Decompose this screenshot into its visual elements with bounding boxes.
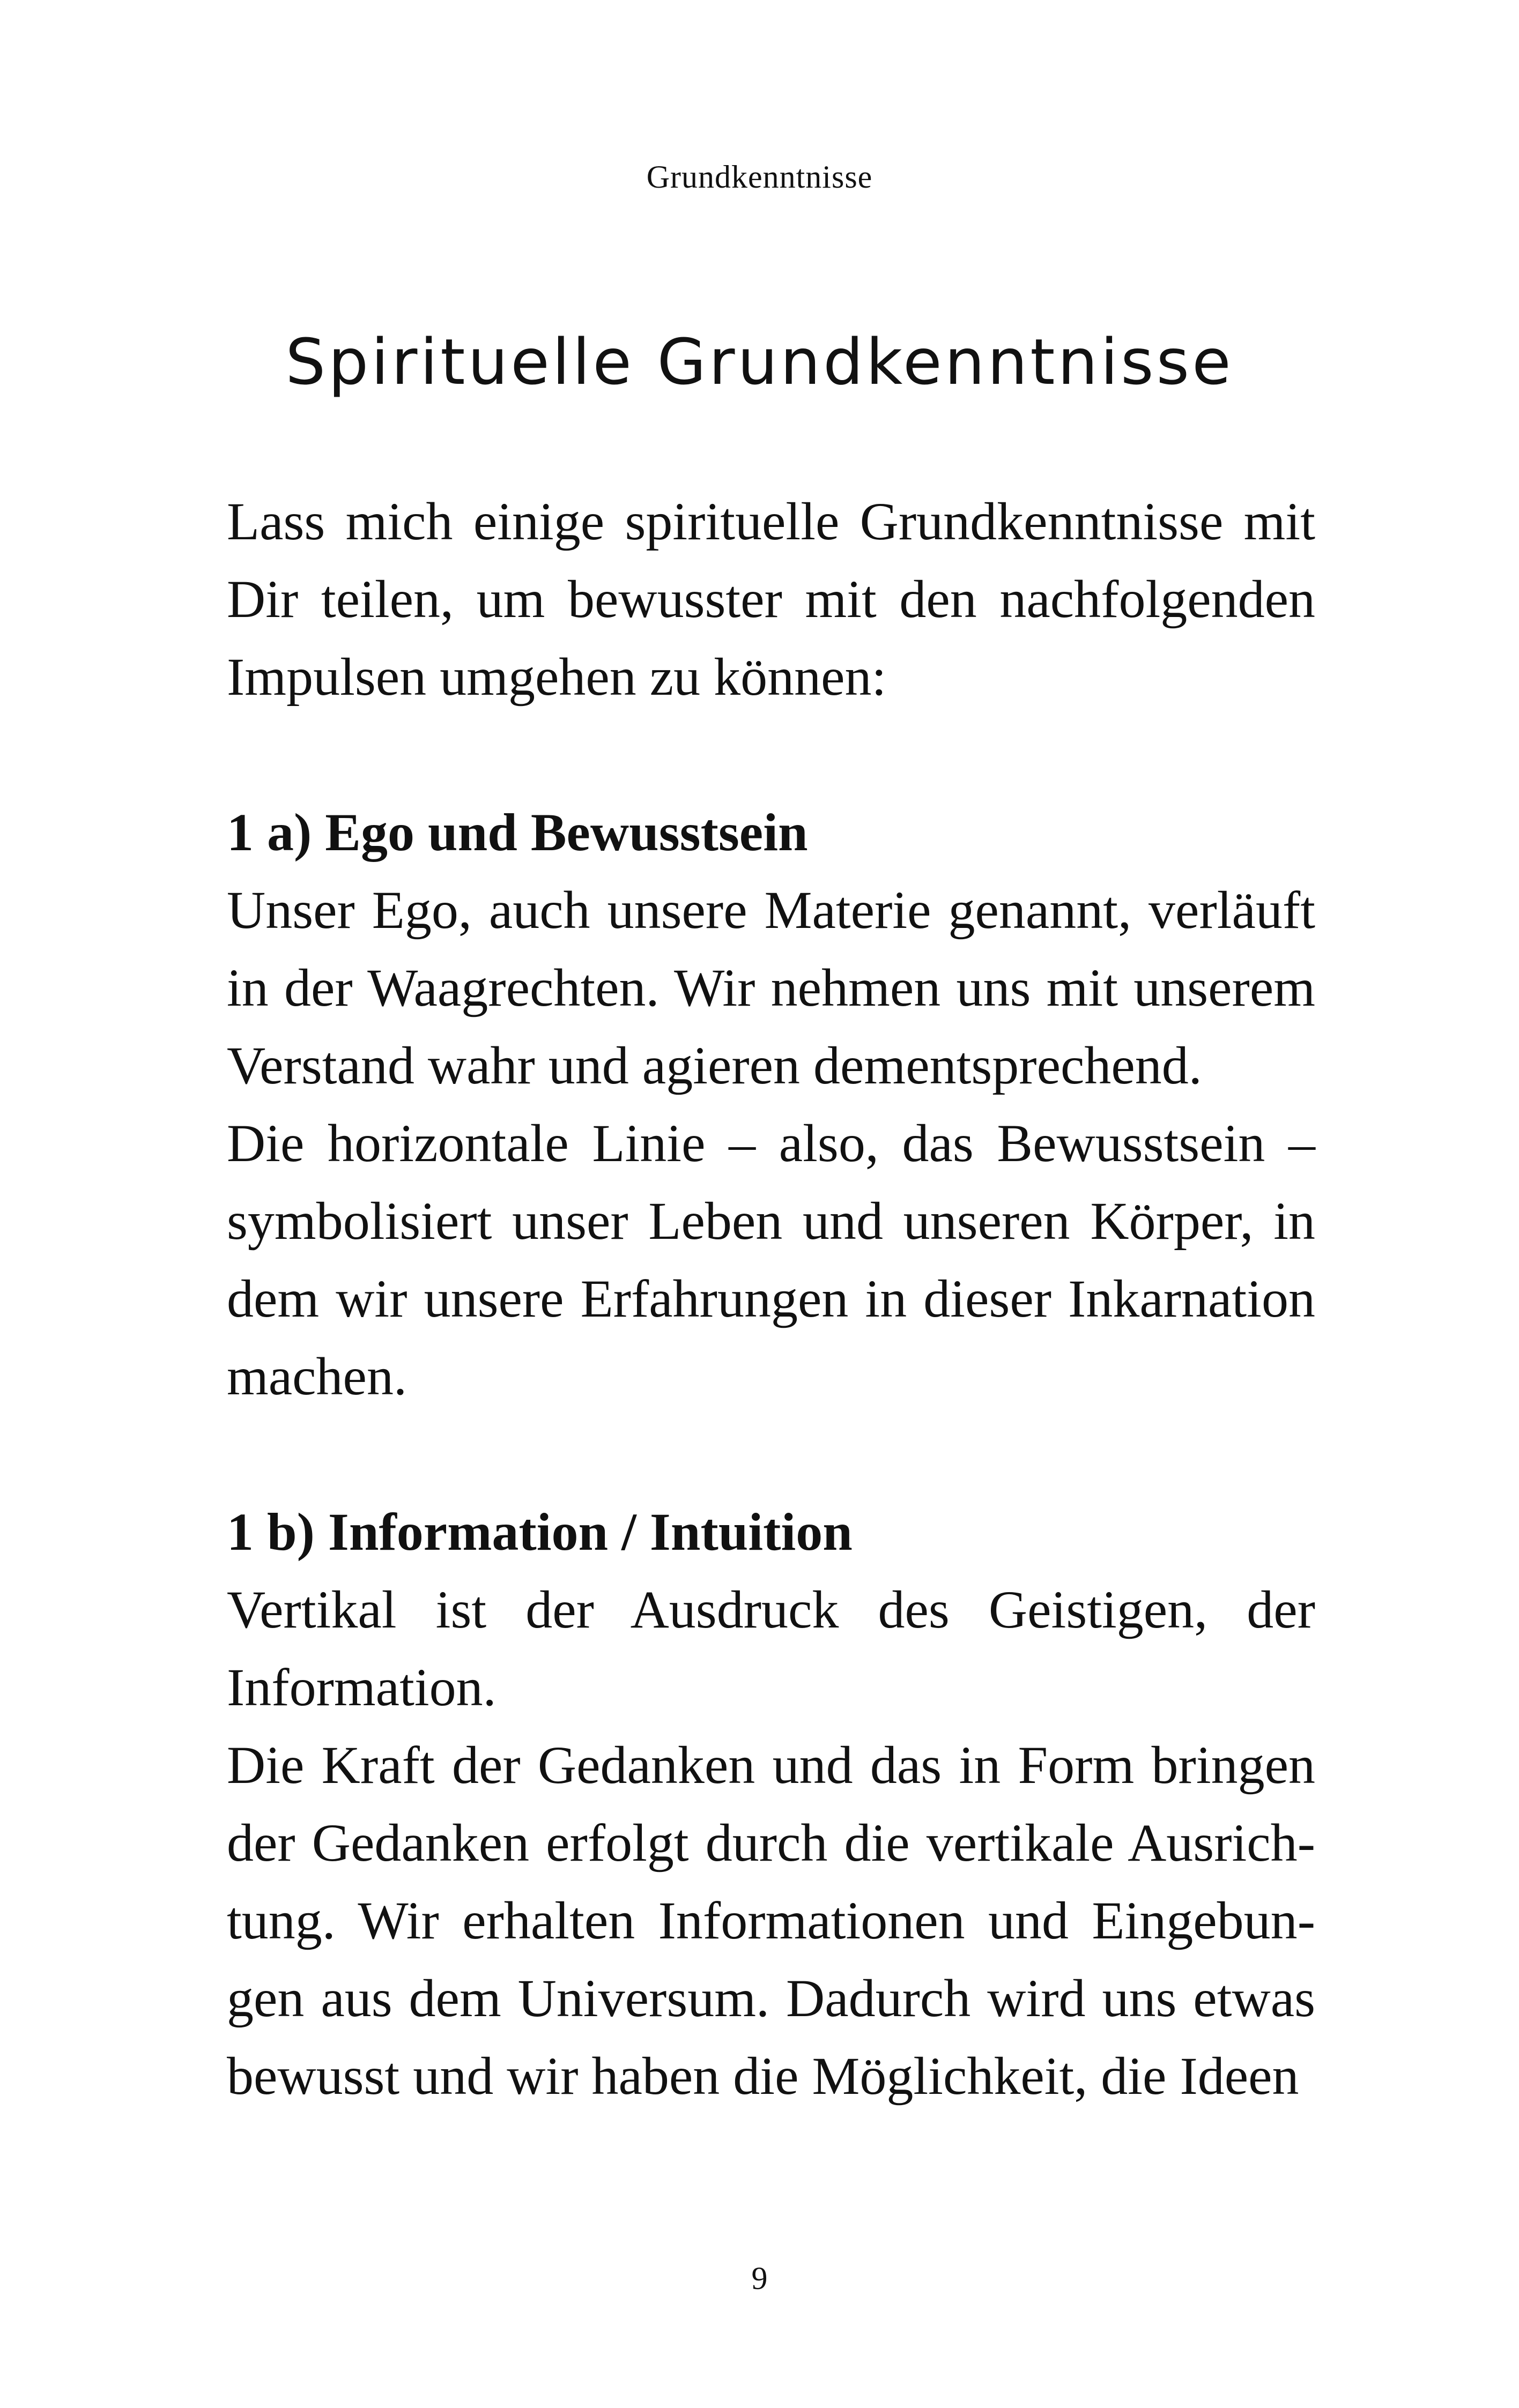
- section-information-paragraph-2: Die Kraft der Gedanken und das in Form bringen der Gedanken erfolgt durch die vertikale Ausrichtung. Wir erhalten Informationen und Eingebungen aus dem Universum. Dadurch wird uns etwas bewusst und wir haben die Möglichkeit, die Ideen: [227, 1735, 1315, 2106]
- page-number: 9: [751, 2261, 768, 2296]
- section-heading-information: 1 b) Information / Intuition: [227, 1502, 853, 1562]
- chapter-title: Spirituelle Grundkenntnisse: [285, 325, 1234, 399]
- section-information-paragraph-1: Vertikal ist der Ausdruck des Geistigen, der Information.: [227, 1580, 1315, 1717]
- section-heading-ego: 1 a) Ego und Bewusstsein: [227, 802, 808, 862]
- paragraph-gap: [227, 1415, 1315, 1493]
- intro-paragraph: Lass mich einige spirituelle Grundkenntnisse mit Dir teilen, um bewusster mit den nachfolgenden Impulsen umgehen zu können:: [227, 492, 1315, 707]
- section-ego-paragraph-2: Die horizontale Linie – also, das Bewusstsein – symbolisiert unser Leben und unseren Körper, in dem wir unsere Erfahrungen in dieser Inkarnation machen.: [227, 1113, 1315, 1406]
- running-head: Grundkenntnisse: [646, 159, 873, 195]
- section-ego-paragraph-1: Unser Ego, auch unsere Materie genannt, verläuft in der Waagrechten. Wir nehmen uns mit unserem Verstand wahr und agieren dementsprechend.: [227, 880, 1315, 1095]
- body-text: [227, 482, 1315, 2115]
- paragraph-gap: [227, 716, 1315, 793]
